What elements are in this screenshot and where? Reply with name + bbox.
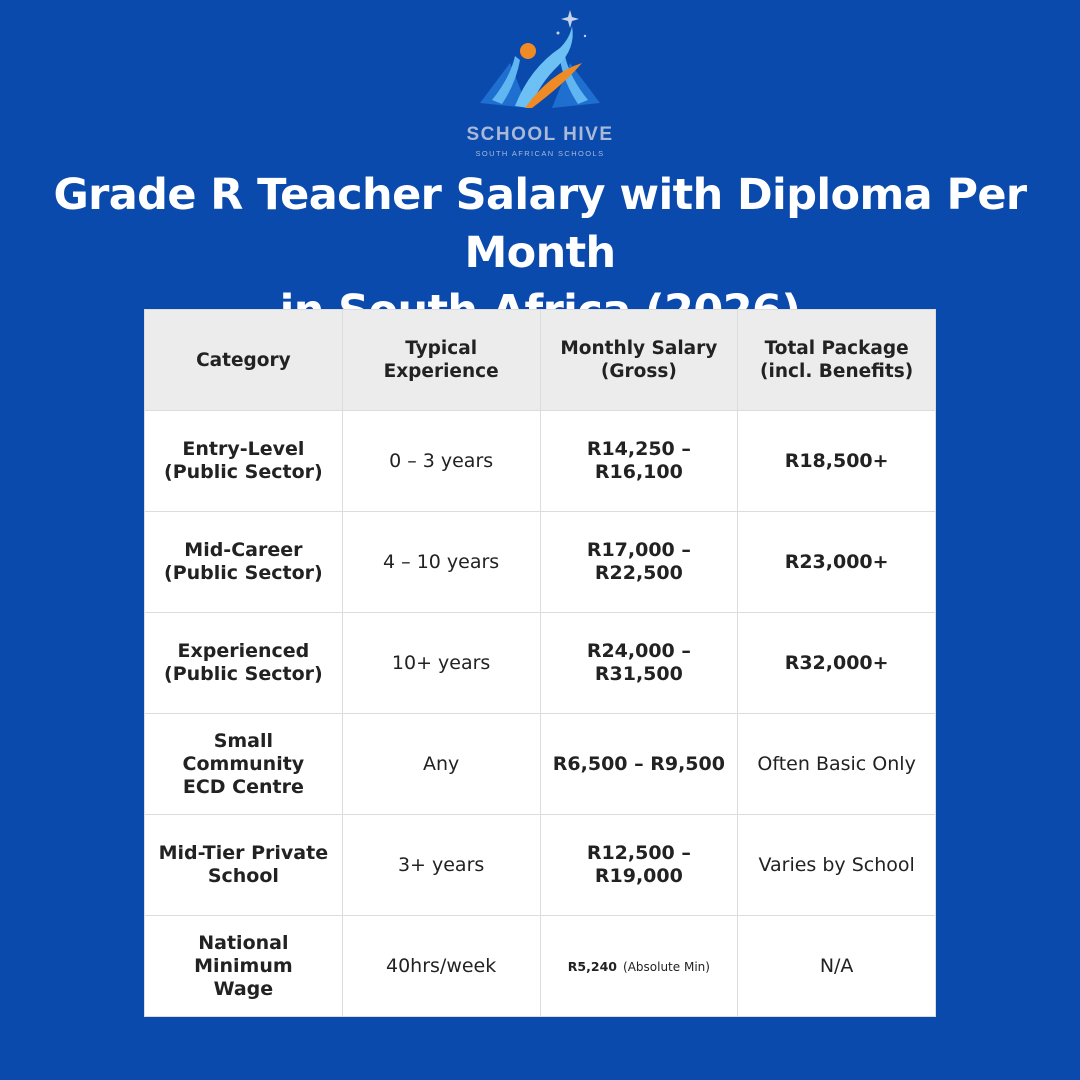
cell-category: Mid-Career (Public Sector) xyxy=(145,512,343,613)
table-row xyxy=(145,613,936,714)
cell-package: N/A xyxy=(738,916,936,1017)
cell-experience: Any xyxy=(342,714,540,815)
table-header-row xyxy=(145,310,936,411)
cell-experience: 3+ years xyxy=(342,815,540,916)
header-total-package: Total Package (incl. Benefits) xyxy=(738,310,936,411)
cell-category: Experienced (Public Sector) xyxy=(145,613,343,714)
table-row xyxy=(145,411,936,512)
header-category: Category xyxy=(145,310,343,411)
brand-tagline: SOUTH AFRICAN SCHOOLS xyxy=(475,149,605,158)
cell-salary: R6,500 – R9,500 xyxy=(540,714,738,815)
header-monthly-salary: Monthly Salary (Gross) xyxy=(540,310,738,411)
cell-package: R32,000+ xyxy=(738,613,936,714)
cell-category: Entry-Level (Public Sector) xyxy=(145,411,343,512)
salary-table xyxy=(144,309,936,1017)
cell-package: Often Basic Only xyxy=(738,714,936,815)
table-row xyxy=(145,916,936,1017)
header-experience: Typical Experience xyxy=(342,310,540,411)
open-book-star-icon xyxy=(470,8,610,123)
cell-category: Small Community ECD Centre xyxy=(145,714,343,815)
table-row xyxy=(145,714,936,815)
cell-salary: R12,500 – R19,000 xyxy=(540,815,738,916)
table-row xyxy=(145,512,936,613)
cell-category: Mid-Tier Private School xyxy=(145,815,343,916)
cell-package: R23,000+ xyxy=(738,512,936,613)
cell-package: Varies by School xyxy=(738,815,936,916)
table-row xyxy=(145,815,936,916)
title-line-1: Grade R Teacher Salary with Diploma Per Month xyxy=(53,170,1027,278)
cell-salary: R24,000 – R31,500 xyxy=(540,613,738,714)
cell-salary: R5,240 (Absolute Min) xyxy=(540,916,738,1017)
cell-category: National Minimum Wage xyxy=(145,916,343,1017)
cell-experience: 10+ years xyxy=(342,613,540,714)
brand-name: SCHOOL HIVE xyxy=(466,124,614,145)
cell-salary: R14,250 – R16,100 xyxy=(540,411,738,512)
cell-experience: 0 – 3 years xyxy=(342,411,540,512)
cell-package: R18,500+ xyxy=(738,411,936,512)
cell-experience: 40hrs/week xyxy=(342,916,540,1017)
cell-salary: R17,000 – R22,500 xyxy=(540,512,738,613)
school-hive-logo xyxy=(440,8,640,158)
cell-experience: 4 – 10 years xyxy=(342,512,540,613)
